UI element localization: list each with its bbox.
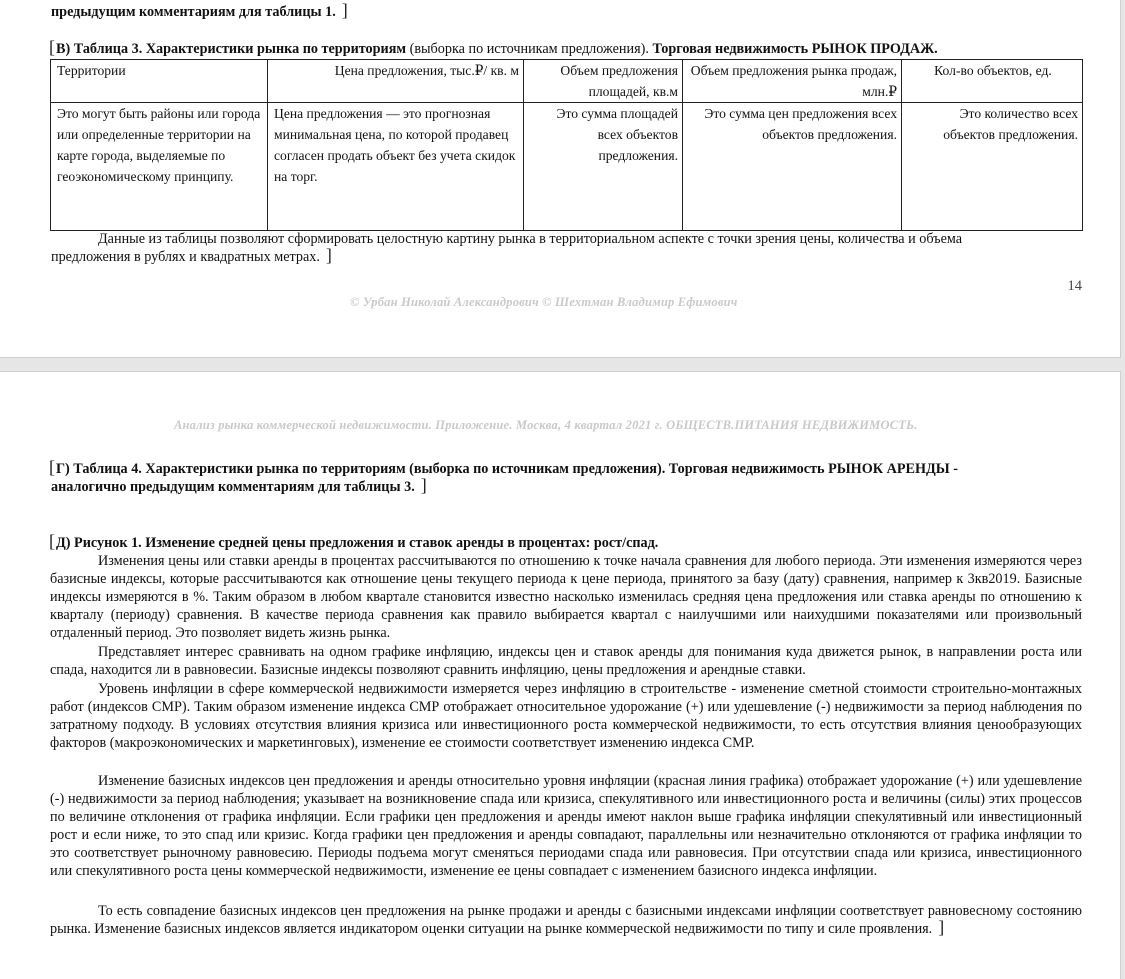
section-end-marker: ] (325, 245, 332, 265)
paragraph: Изменение базисных индексов цен предложения и аренды относительно уровня инфляции (красная линия графика) отображает удорожание (+) или удешевление (-) недвижимости за период наблюдения; указывает на возникновение спада или кризиса, спекулятивного или инвестиционного роста и величины (силы) этих процессов по величине отклонения от графика инфляции. Если графики цен предложения и аренды имеют наклон выше графика инфляции спекулятивный или инвестиционный рост и если ниже, то это спад или кризис. Когда графики цен предложения и аренды совпадают, параллельны или незначительно отклоняются от графика инфляции то это соответствует рыночному равновесию. Периоды подъема могут сменяться периодами спада или равновесия. При отсутствии спада или кризиса, инвестиционного или спекулятивного роста цены коммерческой недвижимости, изменение ее цены совпадает с изменением базисного индекса инфляции. (50, 773, 1082, 880)
table4-title-line2: аналогично предыдущим комментариям для таблицы 3. ] (51, 475, 427, 495)
table-header-cell: Кол-во объектов, ед. (902, 60, 1083, 103)
table3-note-line1: Данные из таблицы позволяют сформировать целостную картину рынка в территориальном аспекте с точки зрения цены, количества и объема (98, 231, 963, 247)
table-header-cell: Цена предложения, тыс.₽/ кв. м (268, 60, 524, 103)
section-start-marker: [ (49, 531, 55, 551)
copyright-footer: © Урбан Николай Александрович © Шехтман Владимир Ефимович (350, 295, 738, 309)
table-header-cell: Территории (51, 60, 268, 103)
paragraph: Представляет интерес сравнивать на одном графике инфляцию, индексы цен и ставок аренды для понимания куда движется рынок, в направлении роста или спада, находится ли в равновесии. Базисные индексы позволяют сравнить инфляцию, цены предложения и арендные ставки. (50, 644, 1082, 679)
table3-title: [В) Таблица 3. Характеристики рынка по территориям (выборка по источникам предложения). Торговая недвижимость РЫНОК ПРОДАЖ. (49, 37, 938, 57)
table-cell: Это могут быть районы или города или определенные территории на карте города, выделяемые по геоэкономическому принципу. (51, 103, 268, 231)
paragraph: Изменения цены или ставки аренды в процентах рассчитываются по отношению к точке начала сравнения для любого периода. Эти изменения измеряются через базисные индексы, которые рассчитываются как отношение цены текущего периода к цене периода, принятого за базу (дату) сравнения, например к 3кв2019. Базисные индексы измеряются в %. Таким образом в любом квартале становится известно насколько изменилась средняя цена предложения или ставка аренды по отношению к кварталу (периоду) сравнения. В качестве периода сравнения как правило выбирается квартал с наилучшими или наихудшими показателями или произвольный отдаленный период. Это позволяет видеть жизнь рынка. (50, 553, 1082, 642)
table4-title-line1: [Г) Таблица 4. Характеристики рынка по территориям (выборка по источникам предложения). Торговая недвижимость РЫНОК АРЕНДЫ - (49, 457, 958, 477)
table-row (51, 103, 1083, 231)
section-end-marker: ] (341, 0, 348, 20)
document-page-14 (0, 0, 1121, 358)
table-header-cell: Объем предложения рынка продаж, млн.₽ (683, 60, 902, 103)
running-header: Анализ рынка коммерческой недвижимости. Приложение. Москва, 4 квартал 2021 г. ОБЩЕСТВ.ПИТАНИЯ НЕДВИЖИМОСТЬ. (174, 418, 918, 432)
table3 (50, 59, 1083, 231)
table-header-row (51, 60, 1083, 103)
page-number: 14 (1067, 278, 1082, 294)
section-start-marker: [ (49, 457, 55, 477)
section-end-marker: ] (938, 917, 945, 938)
table3-note-line2: предложения в рублях и квадратных метрах. ] (51, 245, 332, 265)
section-end-marker: ] (420, 475, 427, 495)
figure1-title: [Д) Рисунок 1. Изменение средней цены предложения и ставок аренды в процентах: рост/спад. (49, 531, 659, 551)
table-cell: Это количество всех объектов предложения. (902, 103, 1083, 231)
table-cell: Цена предложения — это прогнозная минимальная цена, по которой продавец согласен продать объект без учета скидок на торг. (268, 103, 524, 231)
document-page-15 (0, 371, 1121, 979)
table-cell: Это сумма площадей всех объектов предложения. (524, 103, 683, 231)
section-start-marker: [ (49, 37, 55, 57)
paragraph: Уровень инфляции в сфере коммерческой недвижимости измеряется через инфляцию в строительстве - изменение сметной стоимости строительно-монтажных работ (индексов СМР). Таким образом изменение индекса СМР отображает относительное удорожание (+) или удешевление (-) недвижимости за период наблюдения по затратному подходу. В условиях отсутствия влияния кризиса или инвестиционного роста коммерческой недвижимости, то есть отсутствия влияния ценообразующих факторов (макроэкономических и маркетинговых), изменение ее стоимости соответствует изменению индекса СМР. (50, 681, 1082, 752)
previous-comment-line: предыдущим комментариям для таблицы 1. ] (51, 0, 348, 20)
paragraph-last: То есть совпадение базисных индексов цен предложения на рынке продажи и аренды с базисными индексами инфляции соответствует равновесному состоянию рынка. Изменение базисных индексов является индикатором оценки ситуации на рынке коммерческой недвижимости по типу и силе проявления. ] (50, 903, 1082, 938)
table-header-cell: Объем предложения площадей, кв.м (524, 60, 683, 103)
table-cell: Это сумма цен предложения всех объектов предложения. (683, 103, 902, 231)
